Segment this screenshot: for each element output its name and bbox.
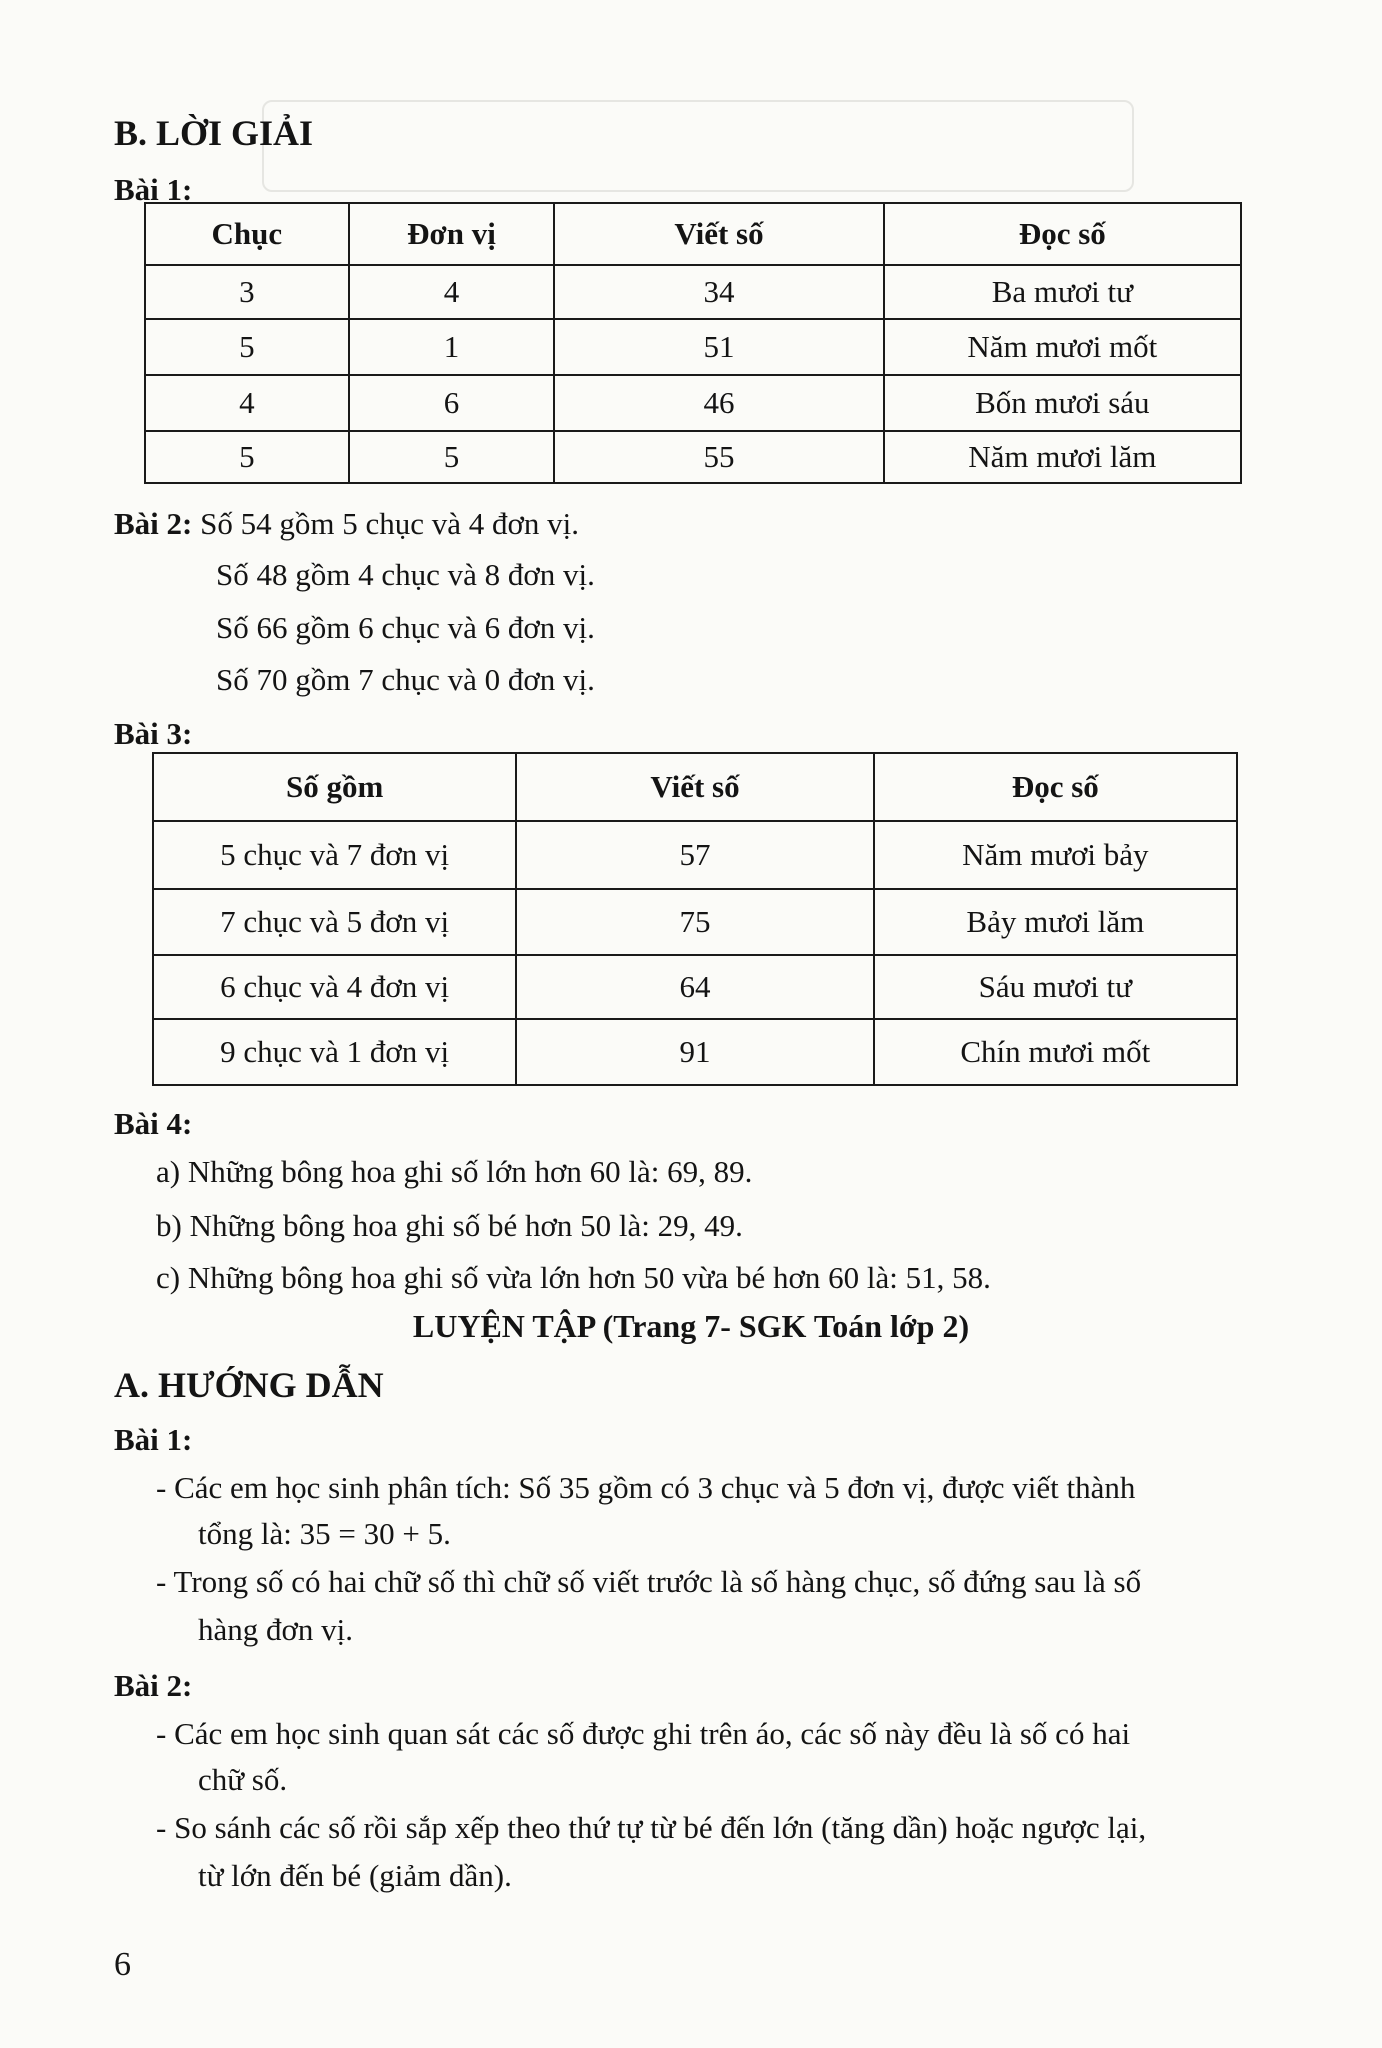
header-doc-so: Đọc số (884, 203, 1241, 265)
header-viet-so: Viết số (516, 753, 873, 821)
page-number: 6 (114, 1946, 131, 1983)
cell: 5 (349, 431, 555, 483)
guide-bai1-line-1: - Các em học sinh phân tích: Số 35 gồm có 3 chục và 5 đơn vị, được viết thành (156, 1470, 1136, 1505)
guide-bai2-line-3: - So sánh các số rồi sắp xếp theo thứ tự từ bé đến lớn (tăng dần) hoặc ngược lại, (156, 1810, 1147, 1845)
cell: Chín mươi mốt (874, 1019, 1237, 1085)
bai2-line-1: Bài 2: Số 54 gồm 5 chục và 4 đơn vị. (114, 506, 580, 541)
table-row (145, 319, 1241, 375)
bleed-through-header-frame (262, 100, 1134, 192)
bai1-label: Bài 1: (114, 172, 193, 207)
solution-heading: B. LỜI GIẢI (114, 113, 314, 153)
header-don-vi: Đơn vị (349, 203, 555, 265)
table-header-row (145, 203, 1241, 265)
practice-title: LUYỆN TẬP (Trang 7- SGK Toán lớp 2) (412, 1308, 970, 1344)
table-header-row (153, 753, 1237, 821)
cell: 5 (145, 319, 349, 375)
cell: Bảy mươi lăm (874, 889, 1237, 955)
cell: Sáu mươi tư (874, 955, 1237, 1019)
bai2-line-3: Số 66 gồm 6 chục và 6 đơn vị. (216, 610, 595, 645)
cell: 4 (145, 375, 349, 431)
cell: 5 chục và 7 đơn vị (153, 821, 516, 889)
table-row (153, 889, 1237, 955)
cell: 1 (349, 319, 555, 375)
bai4-line-b: b) Những bông hoa ghi số bé hơn 50 là: 29, 49. (156, 1208, 743, 1243)
cell: 6 (349, 375, 555, 431)
bai2-label: Bài 2: (114, 506, 193, 541)
cell: 4 (349, 265, 555, 319)
cell: 57 (516, 821, 873, 889)
guide-bai2-label: Bài 2: (114, 1668, 193, 1703)
header-doc-so: Đọc số (874, 753, 1237, 821)
cell: Năm mươi lăm (884, 431, 1241, 483)
bai2-line-4: Số 70 gồm 7 chục và 0 đơn vị. (216, 662, 595, 697)
cell: 7 chục và 5 đơn vị (153, 889, 516, 955)
cell: 34 (554, 265, 883, 319)
cell: 6 chục và 4 đơn vị (153, 955, 516, 1019)
cell: 46 (554, 375, 883, 431)
table-row (145, 265, 1241, 319)
table-row (145, 431, 1241, 483)
cell: 51 (554, 319, 883, 375)
guide-bai2-line-4: từ lớn đến bé (giảm dần). (198, 1858, 512, 1893)
table-row (153, 821, 1237, 889)
cell: 64 (516, 955, 873, 1019)
bai4-line-c: c) Những bông hoa ghi số vừa lớn hơn 50 vừa bé hơn 60 là: 51, 58. (156, 1260, 991, 1295)
guide-bai2-line-2: chữ số. (198, 1762, 288, 1797)
header-viet-so: Viết số (554, 203, 883, 265)
bai1-table (144, 202, 1242, 484)
bai2-line-2: Số 48 gồm 4 chục và 8 đơn vị. (216, 557, 595, 592)
guide-bai1-line-2: tổng là: 35 = 30 + 5. (198, 1516, 451, 1551)
bai3-table (152, 752, 1238, 1086)
bai4-line-a: a) Những bông hoa ghi số lớn hơn 60 là: 69, 89. (156, 1154, 753, 1189)
guide-heading: A. HƯỚNG DẪN (114, 1365, 384, 1405)
cell: Ba mươi tư (884, 265, 1241, 319)
table-row (153, 955, 1237, 1019)
guide-bai1-line-3: - Trong số có hai chữ số thì chữ số viết trước là số hàng chục, số đứng sau là số (156, 1564, 1142, 1599)
cell: Bốn mươi sáu (884, 375, 1241, 431)
guide-bai1-label: Bài 1: (114, 1422, 193, 1457)
cell: 9 chục và 1 đơn vị (153, 1019, 516, 1085)
cell: Năm mươi bảy (874, 821, 1237, 889)
cell: Năm mươi mốt (884, 319, 1241, 375)
cell: 3 (145, 265, 349, 319)
bai4-label: Bài 4: (114, 1106, 193, 1141)
header-so-gom: Số gồm (153, 753, 516, 821)
header-chuc: Chục (145, 203, 349, 265)
guide-bai2-line-1: - Các em học sinh quan sát các số được ghi trên áo, các số này đều là số có hai (156, 1716, 1131, 1751)
guide-bai1-line-4: hàng đơn vị. (198, 1612, 354, 1647)
cell: 91 (516, 1019, 873, 1085)
cell: 55 (554, 431, 883, 483)
bai3-label: Bài 3: (114, 716, 193, 751)
cell: 5 (145, 431, 349, 483)
table-row (145, 375, 1241, 431)
table-row (153, 1019, 1237, 1085)
cell: 75 (516, 889, 873, 955)
